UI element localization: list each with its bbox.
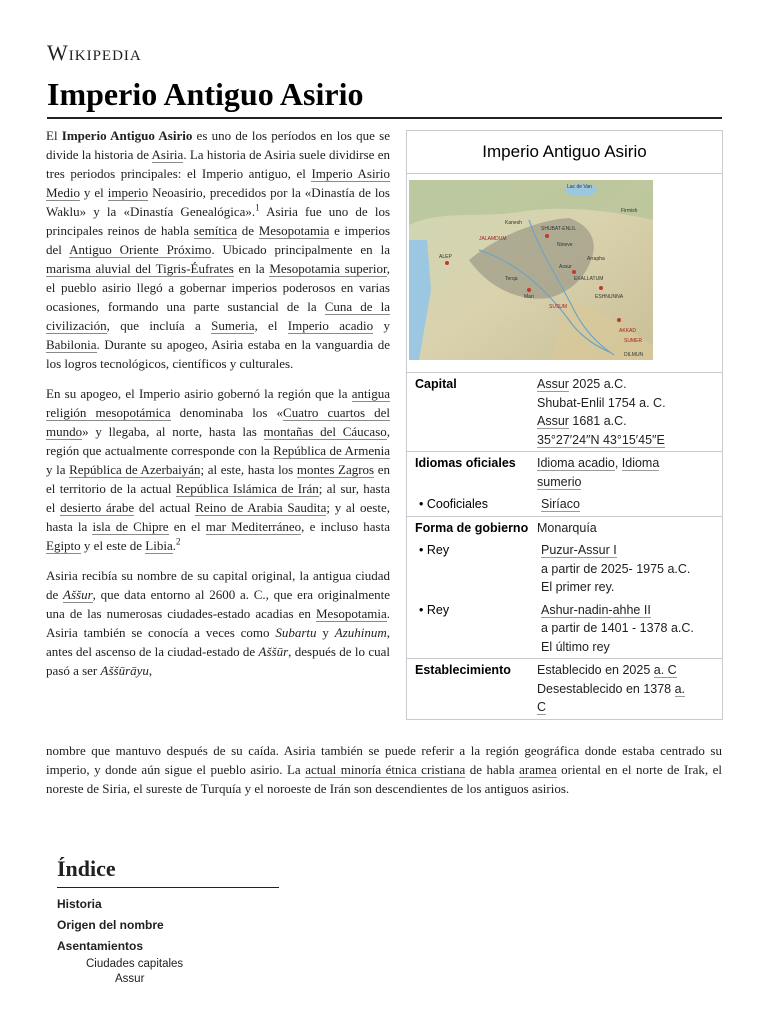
infobox-row bbox=[407, 493, 722, 517]
article-link[interactable]: marisma aluvial del Tigris-Éufrates bbox=[46, 261, 234, 276]
text-run: a partir de 2025- 1975 a.C. bbox=[541, 561, 691, 576]
infobox-value-line bbox=[537, 431, 722, 450]
infobox-value-line bbox=[537, 519, 722, 538]
infobox-value bbox=[537, 375, 722, 449]
map-label: Assur bbox=[559, 264, 572, 270]
toc-item[interactable]: Historia bbox=[57, 897, 102, 911]
text-run: , antes del ascenso de la ciudad-estado de bbox=[46, 625, 390, 659]
map-label: Mari bbox=[524, 294, 534, 300]
article-link[interactable]: Imperio acadio bbox=[287, 318, 374, 333]
infobox-row bbox=[407, 517, 722, 540]
infobox-label: • Cooficiales bbox=[419, 497, 488, 511]
text-run: 2025 a.C. bbox=[568, 377, 627, 391]
text-run: ; al este, hasta los bbox=[200, 462, 297, 477]
article-link[interactable]: Cuatro cuartos del mundo bbox=[46, 405, 390, 439]
bold-term: Imperio Antiguo Asirio bbox=[61, 128, 193, 143]
infobox-row bbox=[407, 659, 722, 719]
article-link[interactable]: imperio bbox=[107, 185, 149, 200]
text-run: e imperios del bbox=[46, 223, 390, 257]
text-run: 1681 a.C. bbox=[568, 414, 627, 428]
text-run: , el bbox=[254, 318, 288, 333]
infobox-label: Establecimiento bbox=[415, 663, 511, 677]
infobox-value bbox=[537, 661, 722, 717]
text-run: Asiria fue uno de los principales reinos de habla bbox=[46, 204, 390, 238]
text-run: ; y al oeste, hasta la bbox=[46, 500, 390, 534]
map-label: ALEP bbox=[439, 254, 452, 260]
text-run: es uno de los períodos en los que se divide la historia de bbox=[46, 128, 390, 162]
text-run: Asiria recibía su nombre de su capital original, la antigua ciudad de bbox=[46, 568, 390, 602]
text-run: , después de lo cual pasó a ser bbox=[46, 644, 390, 678]
toc-divider bbox=[57, 887, 279, 888]
article-link[interactable]: mar Mediterráneo bbox=[205, 519, 302, 534]
infobox-value-line bbox=[541, 560, 722, 579]
text-run: Subartu bbox=[275, 625, 317, 640]
wikipedia-logo[interactable]: Wikipedia bbox=[47, 40, 142, 65]
map-label: Terqa bbox=[505, 276, 518, 282]
text-run: El bbox=[46, 128, 62, 143]
text-run: y el este de bbox=[80, 538, 146, 553]
article-link[interactable]: República Islámica de Irán bbox=[175, 481, 319, 496]
text-run: . Durante su apogeo, Asiria estaba en la vanguardia de los logros tecnológicos, científicos y culturales. bbox=[46, 337, 390, 371]
infobox-value bbox=[541, 601, 722, 657]
text-run: , el pueblo asirio llegó a gobernar imperios poderosos en varias ocasiones, formando una parte sustancial de la bbox=[46, 261, 391, 314]
toc-item[interactable]: Ciudades capitales bbox=[86, 958, 184, 970]
text-run: Aššūrāyu bbox=[100, 663, 149, 678]
infobox-value-line bbox=[537, 454, 722, 473]
infobox-value-line bbox=[541, 578, 722, 597]
map-label: SHUBAT-ENLIL bbox=[541, 226, 577, 232]
infobox-value-line bbox=[537, 375, 722, 394]
text-run: Aššūr bbox=[258, 644, 289, 659]
map-label: AKKAD bbox=[619, 328, 636, 334]
paragraph-3 bbox=[46, 566, 390, 680]
text-run: y bbox=[373, 318, 391, 333]
article-link[interactable]: Cuna de la civilización bbox=[46, 299, 390, 333]
infobox-value-line bbox=[541, 495, 722, 514]
infobox-rows bbox=[407, 373, 722, 719]
article-body bbox=[46, 126, 390, 691]
article-link[interactable]: Sumeria bbox=[211, 318, 255, 333]
article-link[interactable]: actual minoría étnica cristiana bbox=[305, 762, 466, 777]
article-link[interactable]: a. bbox=[674, 681, 686, 696]
infobox-label: • Rey bbox=[419, 543, 450, 557]
toc-title: Índice bbox=[57, 856, 116, 881]
infobox-value bbox=[537, 454, 722, 491]
article-link[interactable]: Mesopotamia bbox=[258, 223, 330, 238]
article-link[interactable]: Idioma bbox=[621, 456, 660, 470]
infobox-value bbox=[537, 519, 722, 538]
article-link[interactable]: Egipto bbox=[46, 538, 81, 553]
infobox-label: Idiomas oficiales bbox=[415, 456, 516, 470]
article-link[interactable]: República de Armenia bbox=[273, 443, 390, 458]
text-run: y la bbox=[46, 462, 70, 477]
title-divider bbox=[47, 117, 722, 119]
article-link[interactable]: Asiria bbox=[151, 147, 184, 162]
map-label: Nineve bbox=[557, 242, 573, 248]
paragraph-3-continuation bbox=[46, 741, 722, 798]
map-label: DILMUN bbox=[624, 352, 644, 358]
toc-item[interactable]: Assur bbox=[115, 973, 145, 985]
text-run: El último rey bbox=[541, 639, 610, 654]
text-run: Shubat-Enlil 1754 a. C. bbox=[537, 395, 666, 410]
text-run: en el bbox=[168, 519, 206, 534]
article-link[interactable]: montes Zagros bbox=[296, 462, 375, 477]
map-label: Kanesh bbox=[505, 220, 522, 226]
paragraph-1 bbox=[46, 126, 390, 373]
article-link[interactable]: Idioma acadio bbox=[537, 456, 615, 470]
infobox-value-line bbox=[541, 541, 722, 560]
map-label: Lac de Van bbox=[567, 184, 592, 190]
map-label: SUMER bbox=[624, 338, 643, 344]
infobox-value-line bbox=[537, 698, 722, 717]
text-run: Establecido en 2025 bbox=[537, 663, 654, 677]
toc-item[interactable]: Asentamientos bbox=[57, 939, 144, 953]
infobox-title: Imperio Antiguo Asirio bbox=[407, 131, 722, 174]
infobox-row bbox=[407, 599, 722, 660]
article-link[interactable]: semítica bbox=[193, 223, 238, 238]
text-run: Monarquía bbox=[537, 520, 597, 535]
text-run: . bbox=[172, 538, 176, 553]
text-run: oriental en el norte de Irak, el noreste de Siria, el sureste de Turquía y el noroeste de Irán son descendientes de los antiguos asirios. bbox=[46, 762, 722, 796]
article-link[interactable]: Mesopotamia bbox=[315, 606, 387, 621]
infobox-value-line bbox=[537, 473, 722, 492]
text-run: » y llegaba, al norte, hasta las bbox=[82, 424, 264, 439]
infobox-label: • Rey bbox=[419, 602, 450, 617]
article-link[interactable]: aramea bbox=[519, 762, 557, 777]
article-link[interactable]: desierto árabe bbox=[60, 500, 135, 515]
text-run: ; al sur, hasta el bbox=[46, 481, 390, 515]
map-label: Firmish bbox=[621, 208, 638, 214]
article-link[interactable]: Assur bbox=[537, 377, 569, 391]
article-link[interactable]: antigua religión mesopotámica bbox=[46, 386, 390, 420]
text-run: Neoasirio, precedidos por la «Dinastía de los Waklu» y la «Dinastía Genealógica». bbox=[46, 185, 390, 219]
article-link[interactable]: Libia bbox=[145, 538, 173, 553]
infobox-value bbox=[541, 541, 722, 597]
text-run: , bbox=[148, 663, 153, 678]
text-run: , que data entorno al 2600 a. C., que era originalmente una de las numerosas ciudades-estado acadias en bbox=[46, 587, 390, 621]
text-run: denominaba los « bbox=[170, 405, 284, 420]
article-link[interactable]: Puzur-Assur I bbox=[541, 543, 617, 557]
infobox-row bbox=[407, 452, 722, 493]
infobox-value-line bbox=[537, 661, 722, 680]
article-link[interactable]: Siríaco bbox=[541, 497, 580, 511]
infobox-value-line bbox=[537, 412, 722, 431]
article-link[interactable]: montañas del Cáucaso bbox=[263, 424, 387, 439]
text-run: en la bbox=[233, 261, 270, 276]
infobox-value-line bbox=[541, 638, 722, 657]
article-link[interactable]: Babilonia bbox=[46, 337, 97, 352]
infobox-value bbox=[541, 495, 722, 514]
text-run: , bbox=[614, 456, 622, 470]
article-link[interactable]: isla de Chipre bbox=[92, 519, 169, 534]
page-title: Imperio Antiguo Asirio bbox=[47, 76, 364, 112]
article-body-continuation bbox=[46, 741, 722, 798]
text-run: El primer rey. bbox=[541, 580, 615, 594]
article-link[interactable]: 35°27′24″N 43°15′45″E bbox=[537, 432, 665, 447]
map-label: JALAMDUM bbox=[479, 236, 507, 242]
paragraph-2 bbox=[46, 384, 390, 555]
text-run: Azuhinum bbox=[334, 625, 387, 640]
article-link[interactable]: República de Azerbaiyán bbox=[69, 462, 201, 477]
text-run: nombre que mantuvo después de su caída. Asiria también se puede referir a la región geográfica donde estaba centrado su imperio, y donde aún sigue el pueblo asirio. La bbox=[46, 743, 722, 777]
infobox-map[interactable] bbox=[407, 174, 722, 373]
infobox-value-line bbox=[537, 680, 722, 699]
infobox-row bbox=[407, 539, 722, 599]
reference-link[interactable]: 2 bbox=[175, 536, 181, 547]
article-link[interactable]: Antiguo Oriente Próximo bbox=[69, 242, 212, 257]
text-run: del actual bbox=[134, 500, 196, 515]
text-run: En su apogeo, el Imperio asirio gobernó la región que la bbox=[46, 386, 352, 401]
article-link[interactable]: Mesopotamia superior bbox=[269, 261, 387, 276]
text-run: . Asiria también se conocía a veces como bbox=[46, 606, 390, 640]
reference-link[interactable]: 1 bbox=[255, 202, 260, 213]
text-run: , que incluía a bbox=[106, 318, 212, 333]
article-link[interactable]: Assur bbox=[537, 414, 569, 428]
text-run: de habla bbox=[465, 762, 520, 777]
map-label: SUSUM bbox=[549, 304, 568, 310]
infobox-label: Capital bbox=[415, 377, 457, 391]
infobox-value-line bbox=[541, 601, 722, 620]
infobox bbox=[406, 130, 723, 720]
text-run: de bbox=[237, 223, 259, 238]
map-label: Arrapha bbox=[587, 256, 605, 262]
text-run: . La historia de Asiria suele dividirse en tres periodos principales: el Imperio antiguo, el bbox=[46, 147, 390, 181]
text-run: a partir de 1401 - 1378 a.C. bbox=[541, 621, 694, 635]
map-label: ESHNUNNA bbox=[595, 294, 624, 300]
infobox-value-line bbox=[541, 619, 722, 638]
infobox-label: Forma de gobierno bbox=[415, 520, 529, 535]
text-run: , e incluso hasta bbox=[301, 519, 391, 534]
infobox-row bbox=[407, 373, 722, 452]
infobox-value-line bbox=[537, 394, 722, 413]
article-link[interactable]: Reino de Arabia Saudita bbox=[195, 500, 327, 515]
article-link[interactable]: Ashur-nadin-ahhe II bbox=[541, 602, 651, 617]
article-link[interactable]: a. C bbox=[653, 663, 677, 677]
map-image bbox=[409, 180, 653, 360]
map-label: EKALLATUM bbox=[574, 276, 604, 282]
article-link[interactable]: Aššur bbox=[63, 587, 93, 602]
text-run: , región que actualmente corresponde con la bbox=[46, 424, 391, 458]
text-run: . Ubicado principalmente en la bbox=[211, 242, 390, 257]
article-link[interactable]: Imperio Asirio Medio bbox=[46, 166, 390, 200]
article-link[interactable]: sumerio bbox=[537, 474, 582, 489]
table-of-contents bbox=[57, 894, 297, 987]
text-run: Desestablecido en 1378 bbox=[537, 681, 675, 696]
article-link[interactable]: C bbox=[537, 700, 547, 714]
text-run: y bbox=[316, 625, 335, 640]
text-run: en el territorio de la actual bbox=[46, 462, 391, 496]
toc-item[interactable]: Origen del nombre bbox=[57, 918, 164, 932]
text-run: y el bbox=[79, 185, 108, 200]
